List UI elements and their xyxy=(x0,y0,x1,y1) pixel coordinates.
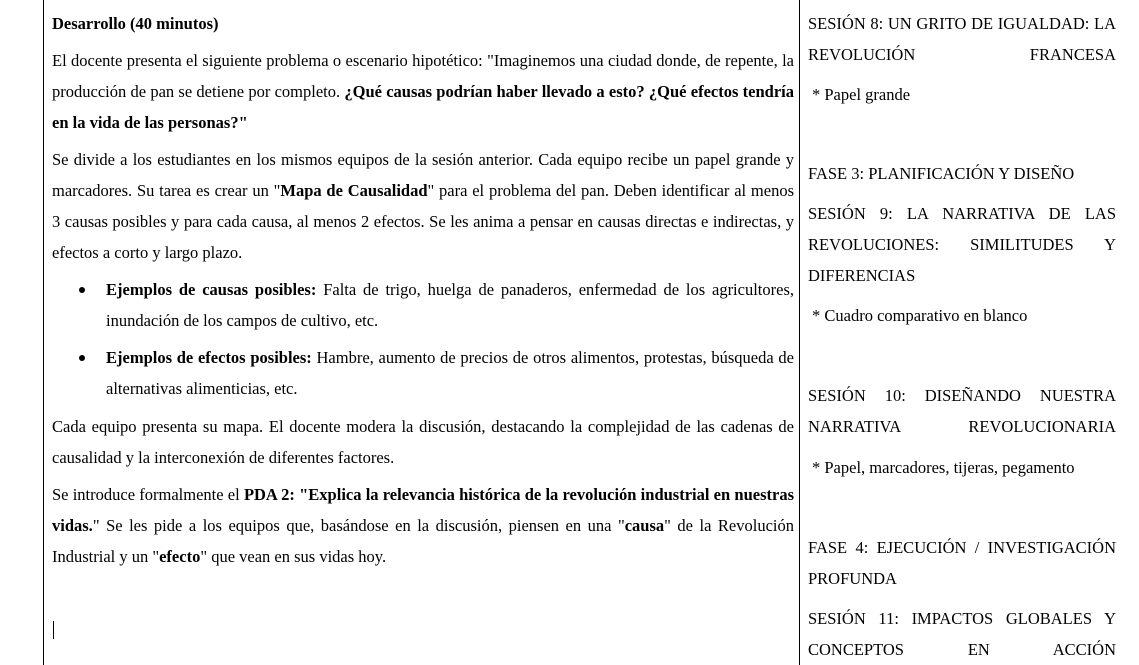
bullet-icon xyxy=(79,355,85,361)
section-title: Desarrollo (40 minutos) xyxy=(52,14,219,33)
phase-3-heading: FASE 3: PLANIFICACIÓN Y DISEÑO xyxy=(808,164,1075,183)
session-10-materials: * Papel, marcadores, tijeras, pegamento xyxy=(812,458,1075,477)
scenario-paragraph: El docente presenta el siguiente problema o escenario hipotético: "Imaginemos una ciudad donde, de repente, la producción de pan se detiene por completo. ¿Qué causas podrían haber llevado a esto? ¿Qué efectos tendría en la vida de las personas?" xyxy=(52,51,794,132)
bullet-causes: Ejemplos de causas posibles: Falta de trigo, huelga de panaderos, enfermedad de los agricultores, inundación de los campos de cultivo, etc. xyxy=(106,280,795,330)
bullet-effects: Ejemplos de efectos posibles: Hambre, aumento de precios de otros alimentos, protestas, búsqueda de alternativas alimenticias, etc. xyxy=(106,348,794,398)
session-9-heading: SESIÓN 9: LA NARRATIVA DE LAS REVOLUCIONES: SIMILITUDES Y DIFERENCIAS xyxy=(808,204,1116,285)
session-9-materials: * Cuadro comparativo en blanco xyxy=(812,306,1028,325)
table-border-left xyxy=(43,0,44,665)
session-11-heading: SESIÓN 11: IMPACTOS GLOBALES Y CONCEPTOS EN ACCIÓN xyxy=(808,609,1116,659)
presentation-paragraph: Cada equipo presenta su mapa. El docente modera la discusión, destacando la complejidad de las cadenas de causalidad y la interconexión de diferentes factores. xyxy=(52,417,794,467)
text-cursor[interactable] xyxy=(53,621,54,639)
teams-paragraph: Se divide a los estudiantes en los mismos equipos de la sesión anterior. Cada equipo recibe un papel grande y marcadores. Su tarea es crear un "Mapa de Causalidad" para el problema del pan. Deben identificar al menos 3 causas posibles y para cada causa, al menos 2 efectos. Se les anima a pensar en causas directas e indirectas, y efectos a corto y largo plazo. xyxy=(52,150,794,262)
session-10-heading: SESIÓN 10: DISEÑANDO NUESTRA NARRATIVA REVOLUCIONARIA xyxy=(808,386,1116,436)
table-border-middle xyxy=(799,0,800,665)
bullet-icon xyxy=(79,287,85,293)
phase-4-heading: FASE 4: EJECUCIÓN / INVESTIGACIÓN PROFUNDA xyxy=(808,538,1116,588)
session-8-heading: SESIÓN 8: UN GRITO DE IGUALDAD: LA REVOLUCIÓN FRANCESA xyxy=(808,14,1116,64)
session-8-materials: * Papel grande xyxy=(812,85,911,104)
pda-paragraph: Se introduce formalmente el PDA 2: "Explica la relevancia histórica de la revolución industrial en nuestras vidas." Se les pide a los equipos que, basándose en la discusión, piensen en una "causa" de la Revolución Industrial y un "efecto" que vean en sus vidas hoy. xyxy=(52,485,794,566)
